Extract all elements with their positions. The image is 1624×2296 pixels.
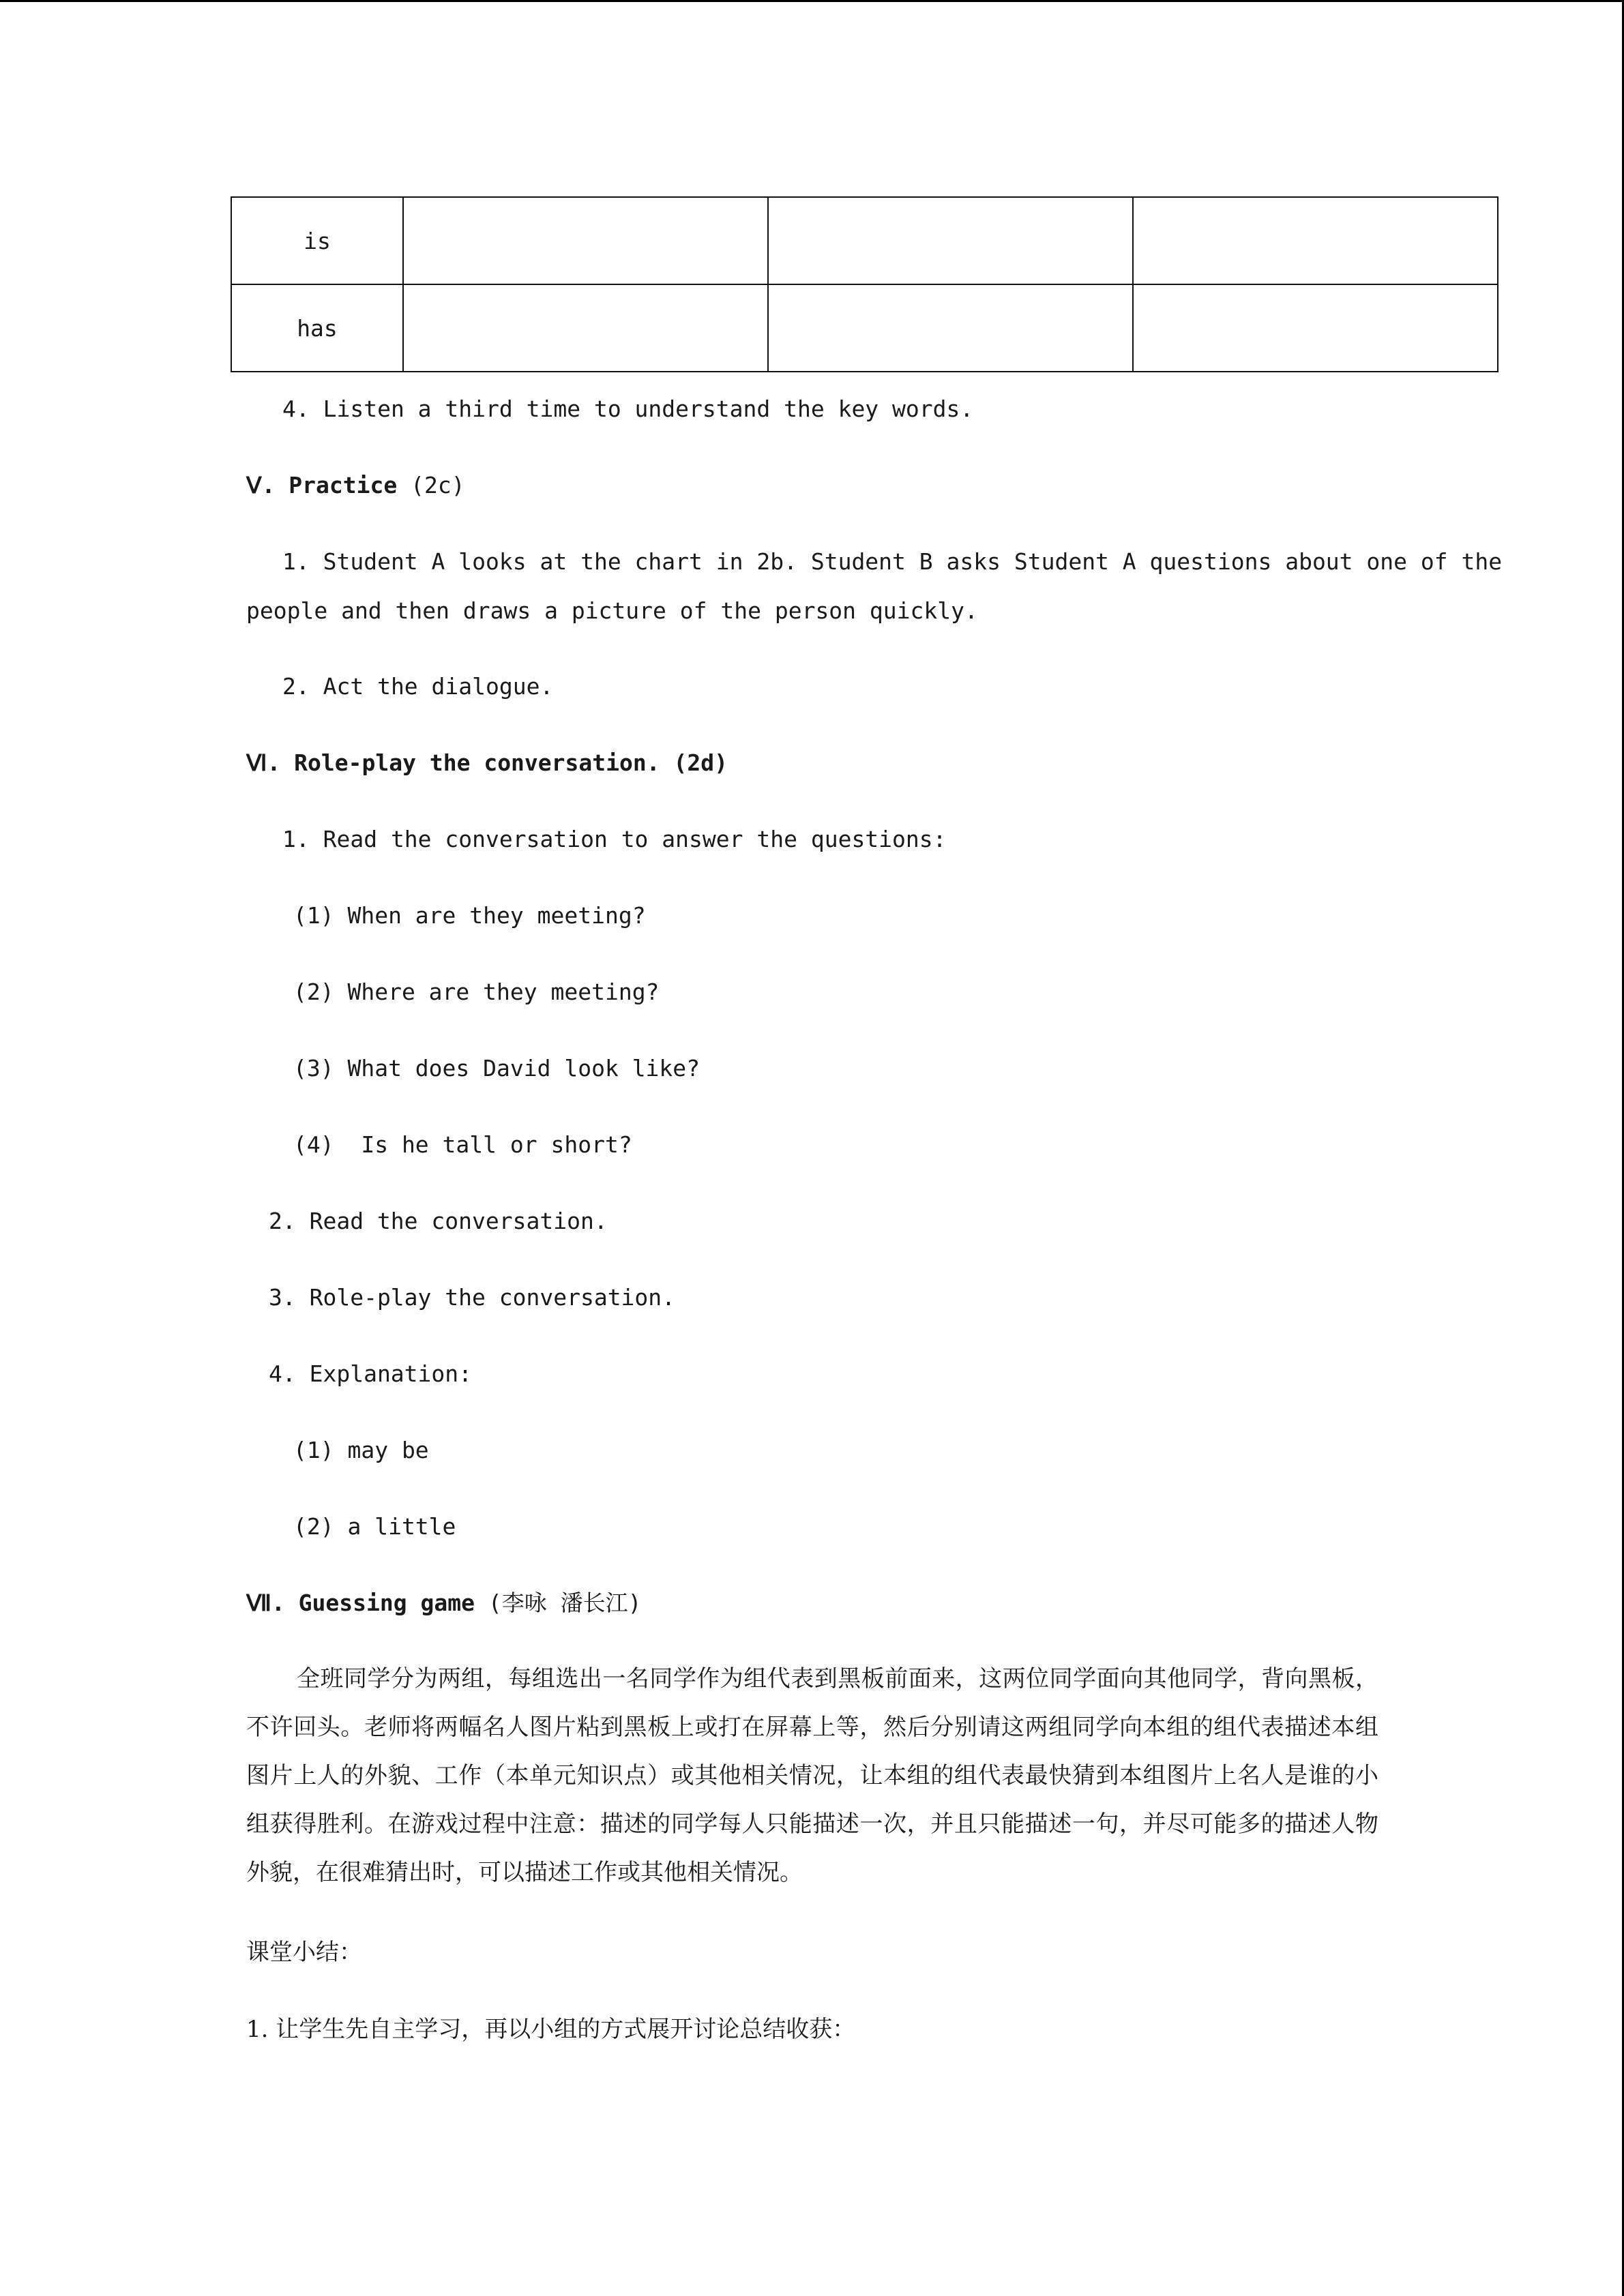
practice-heading [246,471,465,501]
table-cell [403,197,768,284]
practice-step-2: 2. Act the dialogue. [282,673,554,700]
roleplay-heading: Ⅵ. Role-play the conversation. (2d) [246,749,728,776]
practice-step-1-line-1: 1. Student A looks at the chart in 2b. Student B asks Student A questions about one of the [282,548,1503,575]
row-label: has [231,284,403,372]
practice-step-1-line-2: people and then draws a picture of the person quickly. [246,597,978,624]
table-cell [768,197,1133,284]
roleplay-step-2: 2. Read the conversation. [269,1208,608,1234]
practice-heading-title: Ⅴ. Practice [246,472,398,498]
summary-title: 课堂小结： [246,1939,362,1966]
game-heading [246,1588,641,1618]
practice-heading-tag: (2c) [397,472,465,498]
row-label: is [231,197,403,284]
game-heading-authors: (李咏 潘长江) [474,1590,642,1616]
page-border-top [0,0,1624,2]
table-cell [1133,284,1498,372]
roleplay-question-3: (3) What does David look like? [293,1055,700,1082]
listening-step-4: 4. Listen a third time to understand the key words. [282,396,974,422]
roleplay-step-4: 4. Explanation: [269,1360,473,1387]
roleplay-question-4: (4) Is he tall or short? [293,1131,632,1158]
roleplay-question-1: (1) When are they meeting? [293,902,646,929]
game-rules-paragraph: 全班同学分为两组，每组选出一名同学作为组代表到黑板前面来，这两位同学面向其他同学，背向黑板，不许回头。老师将两幅名人图片粘到黑板上或打在屏幕上等，然后分别请这两组同学向本组的组代表描述本组图片上人的外貌、工作（本单元知识点）或其他相关情况，让本组的组代表最快猜到本组图片上名人是谁的小组获得胜利。在游戏过程中注意：描述的同学每人只能描述一次，并且只能描述一句，并尽可能多的描述人物外貌，在很难猜出时，可以描述工作或其他相关情况。 [246,1665,1378,1886]
table-row [231,284,1498,372]
table-row [231,197,1498,284]
roleplay-step-3: 3. Role-play the conversation. [269,1284,676,1311]
table-cell [1133,197,1498,284]
explanation-1: (1) may be [293,1437,429,1463]
summary-item-1: 1. 让学生先自主学习，再以小组的方式展开讨论总结收获： [246,2016,856,2043]
roleplay-question-2: (2) Where are they meeting? [293,979,660,1005]
game-heading-title: Ⅶ. Guessing game [246,1590,475,1616]
explanation-2: (2) a little [293,1513,456,1540]
description-table [231,196,1498,372]
roleplay-step-1: 1. Read the conversation to answer the questions: [282,826,947,852]
table-cell [403,284,768,372]
table-cell [768,284,1133,372]
